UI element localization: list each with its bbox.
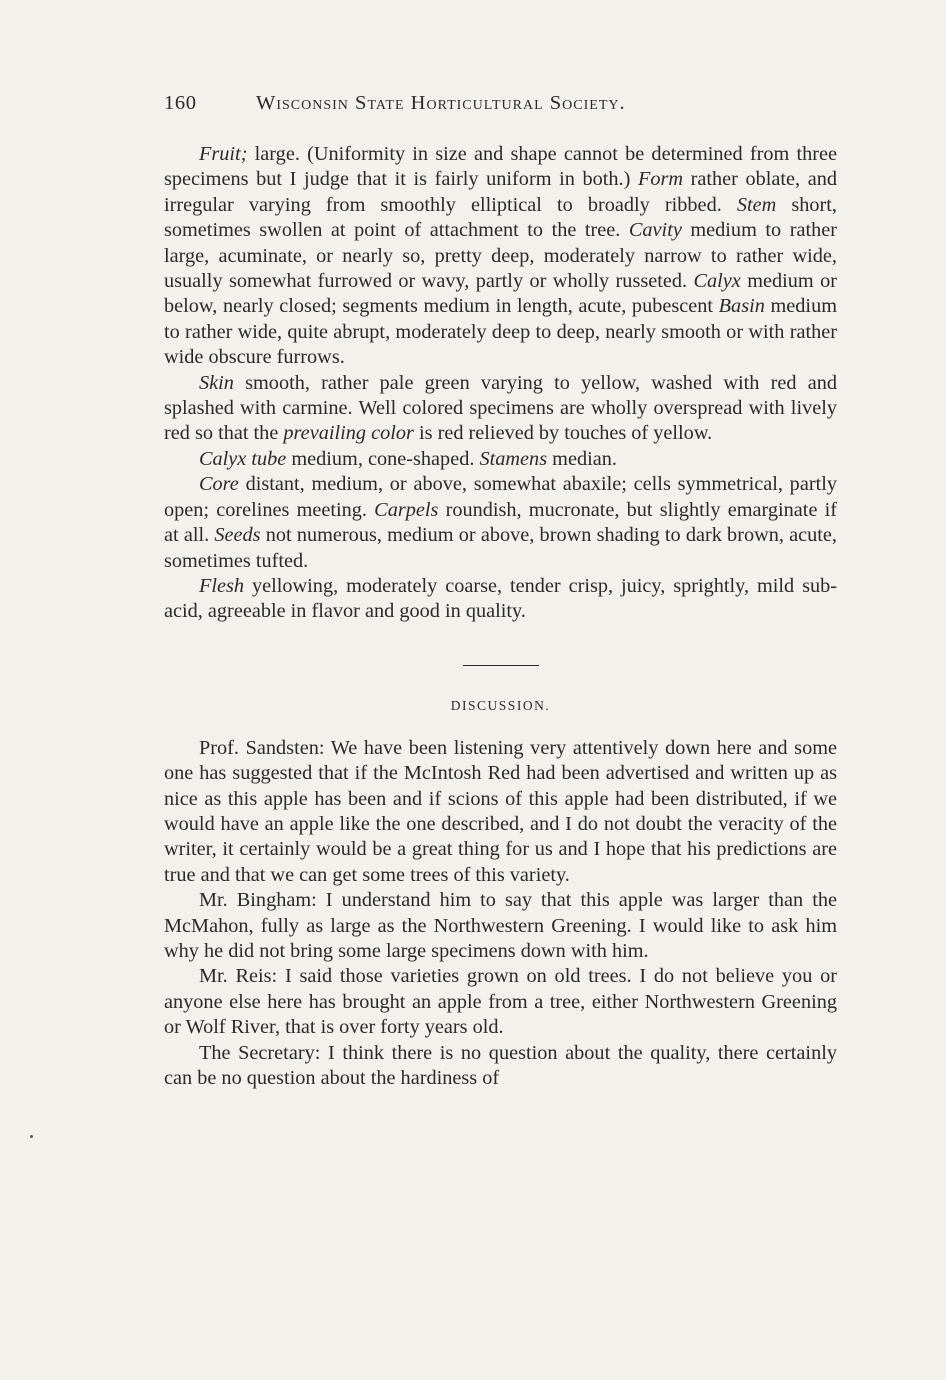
discussion-paragraph: The Secretary: I think there is no question about the quality, there certainly can be no question about the hardiness of: [164, 1041, 837, 1089]
page-number: 160: [164, 92, 197, 114]
stamens-label: Stamens: [479, 447, 548, 470]
section-divider: [463, 665, 539, 666]
seeds-label: Seeds: [214, 524, 261, 547]
calyx-label: Calyx: [693, 270, 741, 293]
basin-label: Basin: [718, 295, 765, 318]
prevailing-color-label: prevailing color: [283, 422, 414, 445]
discussion-paragraph: Mr. Reis: I said those varieties grown on old trees. I do not believe you or anyone else here has brought an apple from a tree, either Northwestern Greening or Wolf River, that is over forty years old.: [164, 965, 837, 1039]
discussion-heading: DISCUSSION.: [450, 697, 551, 713]
flesh-label: Flesh: [199, 574, 245, 597]
stem-label: Stem: [736, 193, 777, 216]
running-title: Wisconsin State Horticultural Society.: [256, 92, 626, 114]
fruit-paragraph: Fruit; large. (Uniformity in size and shape cannot be determined from three specimens but I judge that it is fairly uniform in both.) Form rather oblate, and irregular varying from smoothly elliptical to broadly ribbed. Stem short, sometimes swollen at point of attachment to the tree. Cavity medium to rather large, acuminate, or nearly so, pretty deep, moderately narrow to rather wide, usually somewhat furrowed or wavy, partly or wholly russeted. Calyx medium or below, nearly closed; segments medium in length, acute, pubescent Basin medium to rather wide, quite abrupt, moderately deep to deep, nearly smooth or with rather wide obscure furrows.: [164, 143, 838, 369]
form-label: Form: [637, 168, 684, 191]
carpels-label: Carpels: [374, 498, 439, 521]
discussion-paragraph: Prof. Sandsten: We have been listening very attentively down here and some one has suggested that if the McIntosh Red had been advertised and written up as nice as this apple has been and if scions of this apple had been distributed, if we would have an apple like the one described, and I do not doubt the veracity of the writer, it certainly would be a great thing for us and I hope that his predictions are true and that we can get some trees of this variety.: [164, 736, 837, 886]
book-page: [164, 92, 837, 1091]
cavity-label: Cavity: [628, 219, 682, 242]
discussion-paragraph: Mr. Bingham: I understand him to say that this apple was larger than the McMahon, fully as large as the Northwestern Greening. I would like to ask him why he did not bring some large specimens down with him.: [164, 889, 837, 962]
calyx-tube-label: Calyx tube: [199, 447, 287, 470]
flesh-paragraph: Flesh yellowing, moderately coarse, tender crisp, juicy, sprightly, mild sub-acid, agreeable in flavor and good in quality.: [164, 574, 837, 623]
page-header: [164, 92, 837, 122]
skin-label: Skin: [199, 371, 234, 394]
core-label: Core: [199, 473, 239, 496]
fruit-label: Fruit;: [199, 143, 248, 165]
margin-speck: [30, 1135, 33, 1138]
skin-paragraph: Skin smooth, rather pale green varying to yellow, washed with red and splashed with carmine. Well colored specimens are wholly overspread with lively red so that the prevailing color is red relieved by touches of yellow.: [164, 371, 837, 445]
calyx-tube-paragraph: Calyx tube medium, cone-shaped. Stamens median.: [199, 447, 617, 470]
core-paragraph: Core distant, medium, or above, somewhat abaxile; cells symmetrical, partly open; corelines meeting. Carpels roundish, mucronate, but slightly emarginate if at all. Seeds not numerous, medium or above, brown shading to dark brown, acute, sometimes tufted.: [164, 473, 837, 572]
